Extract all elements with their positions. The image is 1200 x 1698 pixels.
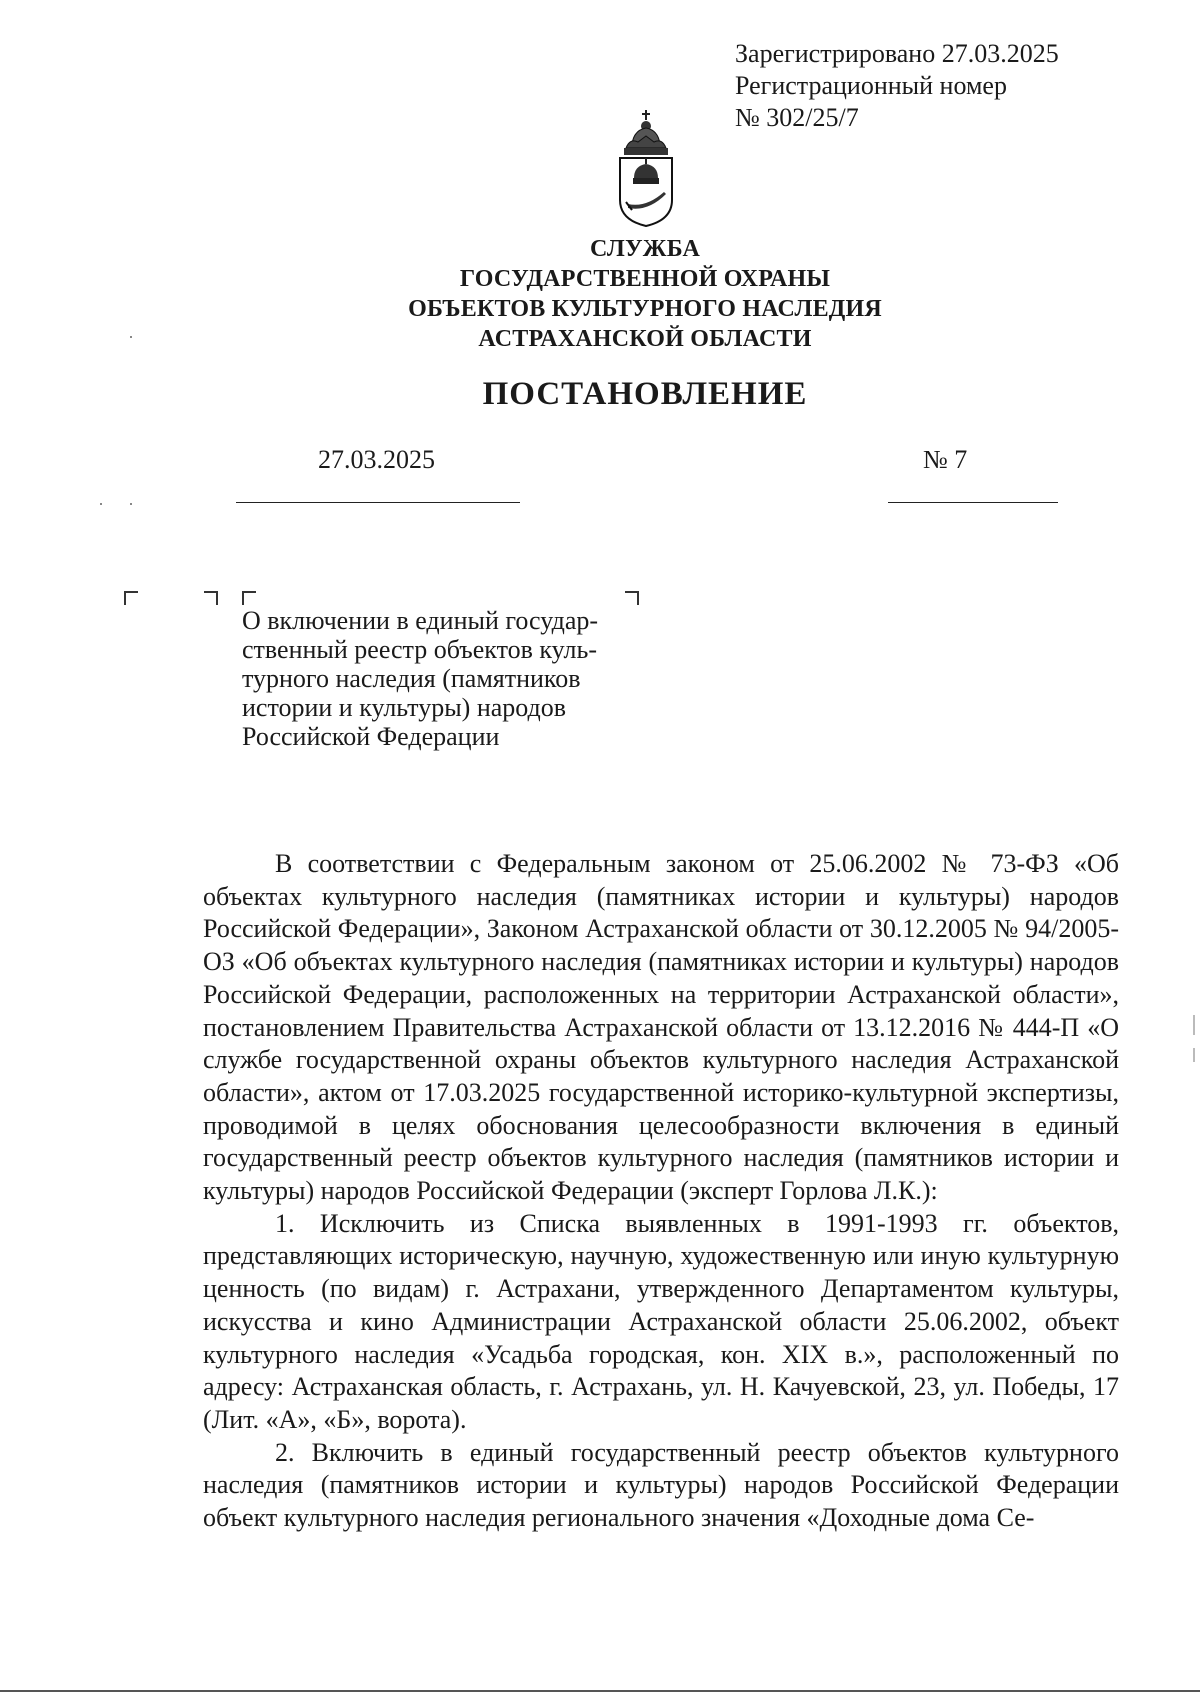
bracket-top-left (124, 591, 138, 605)
registration-number: № 302/25/7 (735, 103, 859, 132)
subject-line: турного наследия (памятников (242, 664, 581, 693)
scan-edge-mark (1193, 1048, 1195, 1062)
registration-number-label: Регистрационный номер (735, 71, 1007, 100)
preamble-paragraph: В соответствии с Федеральным законом от 25.06.2002 № 73-ФЗ «Об объектах культурного наследия (памятниках истории и культуры) народов Российской Федерации», Законом Астраханской области от 30.12.2005 № 94/2005-ОЗ «Об объектах культурного наследия (памятниках истории и культуры) народов Российской Федерации, расположенных на территории Астраханской области», постановлением Правительства Астраханской области от 13.12.2016 № 444-П «О службе государственной охраны объектов культурного наследия Астраханской области», актом от 17.03.2025 государственной историко-культурной экспертизы, проводимой в целях обоснования целесообразности включения в единый государственный реестр объектов культурного наследия (памятников истории и культуры) народов Российской Федерации (эксперт Горлова Л.К.): (203, 849, 1119, 1206)
registration-block (735, 38, 1059, 134)
document-body (203, 848, 1119, 1535)
document-number: № 7 (923, 445, 968, 474)
number-underline (888, 502, 1058, 503)
page-bottom-edge (0, 1690, 1200, 1692)
agency-name (0, 234, 1200, 354)
registration-date: Зарегистрировано 27.03.2025 (735, 39, 1059, 68)
scan-edge-mark (1193, 1015, 1195, 1035)
astrakhan-coat-of-arms-icon (612, 108, 680, 228)
subject-line: истории и культуры) народов (242, 693, 567, 722)
agency-line-2: ГОСУДАРСТВЕННОЙ ОХРАНЫ (459, 266, 831, 292)
subject-line: О включении в единый государ- (242, 606, 599, 635)
item-1-paragraph: 1. Исключить из Списка выявленных в 1991-1993 гг. объектов, представляющих историческую, научную, художественную или иную культурную ценность (по видам) г. Астрахани, утвержденного Департаментом культуры, искусства и кино Администрации Астраханской области 25.06.2002, объект культурного наследия «Усадьба городская, кон. XIX в.», расположенный по адресу: Астраханская область, г. Астрахань, ул. Н. Качуевской, 23, ул. Победы, 17 (Лит. «А», «Б», ворота). (203, 1208, 1119, 1434)
date-underline (236, 502, 520, 503)
agency-line-4: АСТРАХАНСКОЙ ОБЛАСТИ (478, 326, 812, 352)
agency-line-1: СЛУЖБА (589, 236, 701, 262)
document-date: 27.03.2025 (318, 445, 435, 474)
document-subject (242, 606, 662, 751)
item-2-paragraph: 2. Включить в единый государственный реестр объектов культурного наследия (памятников истории и культуры) народов Российской Федерации объект культурного наследия регионального значения «Доходные дома Се- (203, 1437, 1119, 1533)
subject-line: ственный реестр объектов куль- (242, 635, 597, 664)
subject-bracket-right (625, 591, 639, 605)
document-type-title: ПОСТАНОВЛЕНИЕ (482, 376, 808, 412)
scan-speck (100, 503, 102, 505)
subject-line: Российской Федерации (242, 722, 500, 751)
scan-speck (130, 336, 132, 338)
subject-bracket-left (242, 591, 256, 605)
bracket-top-right (204, 591, 218, 605)
scan-speck (130, 503, 132, 505)
agency-line-3: ОБЪЕКТОВ КУЛЬТУРНОГО НАСЛЕДИЯ (408, 296, 882, 322)
